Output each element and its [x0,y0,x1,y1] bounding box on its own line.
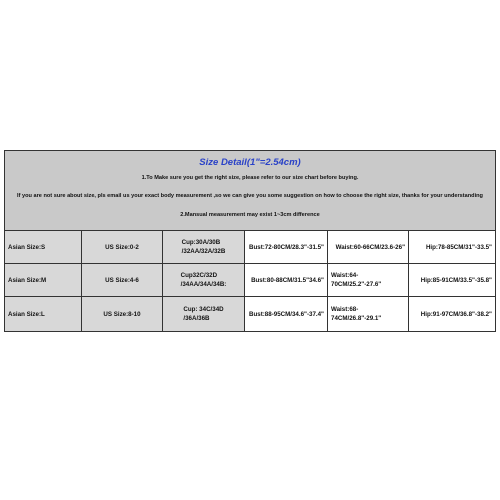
waist-cell: Waist:60-66CM/23.6-26" [328,231,409,263]
bust-cell: Bust:88-95CM/34.6"-37.4" [245,297,328,331]
asian-size-cell: Asian Size:S [5,231,82,263]
size-chart-header [5,151,495,231]
size-rows [5,231,495,331]
us-size-cell: US Size:8-10 [82,297,163,331]
cup-size-cell [163,297,245,331]
bust-cell: Bust:80-88CM/31.5"34.6" [245,264,328,296]
size-chart-title: Size Detail(1"=2.54cm) [199,157,301,168]
cup-size-line-1: Cup: 34C/34D [183,306,224,313]
table-row [5,231,495,264]
cup-size-line-2: /32AA/32A/32B [181,248,226,255]
hip-cell: Hip:85-91CM/33.5"-35.8" [409,264,495,296]
cup-size-cell [163,231,245,263]
us-size-cell: US Size:4-6 [82,264,163,296]
waist-cell: Waist:68-74CM/26.8"-29.1" [328,297,409,331]
hip-cell: Hip:91-97CM/36.8"-38.2" [409,297,495,331]
asian-size-cell: Asian Size:M [5,264,82,296]
asian-size-cell: Asian Size:L [5,297,82,331]
size-note-3: 2.Mansual measurement may exist 1~3cm difference [180,212,320,218]
cup-size-line-2: /36A/36B [183,315,210,322]
size-note-1: 1.To Make sure you get the right size, please refer to our size chart before buying. [141,175,359,181]
us-size-cell: US Size:0-2 [82,231,163,263]
bust-cell: Bust:72-80CM/28.3"-31.5" [245,231,328,263]
cup-size-line-1: Cup:30A/30B [181,239,221,246]
table-row [5,264,495,297]
cup-size-cell [163,264,245,296]
cup-size-line-1: Cup32C/32D [180,272,218,279]
size-chart-table [4,150,496,332]
cup-size-line-2: /34AA/34A/34B: [180,281,227,288]
table-row [5,297,495,331]
hip-cell: Hip:78-85CM/31"-33.5" [409,231,495,263]
size-note-2: If you are not sure about size, pls email us your exact body measurement ,so we can give you some suggestion on how to choose the right size, thanks for your understanding [17,193,483,199]
waist-cell: Waist:64-70CM/25.2"-27.6" [328,264,409,296]
